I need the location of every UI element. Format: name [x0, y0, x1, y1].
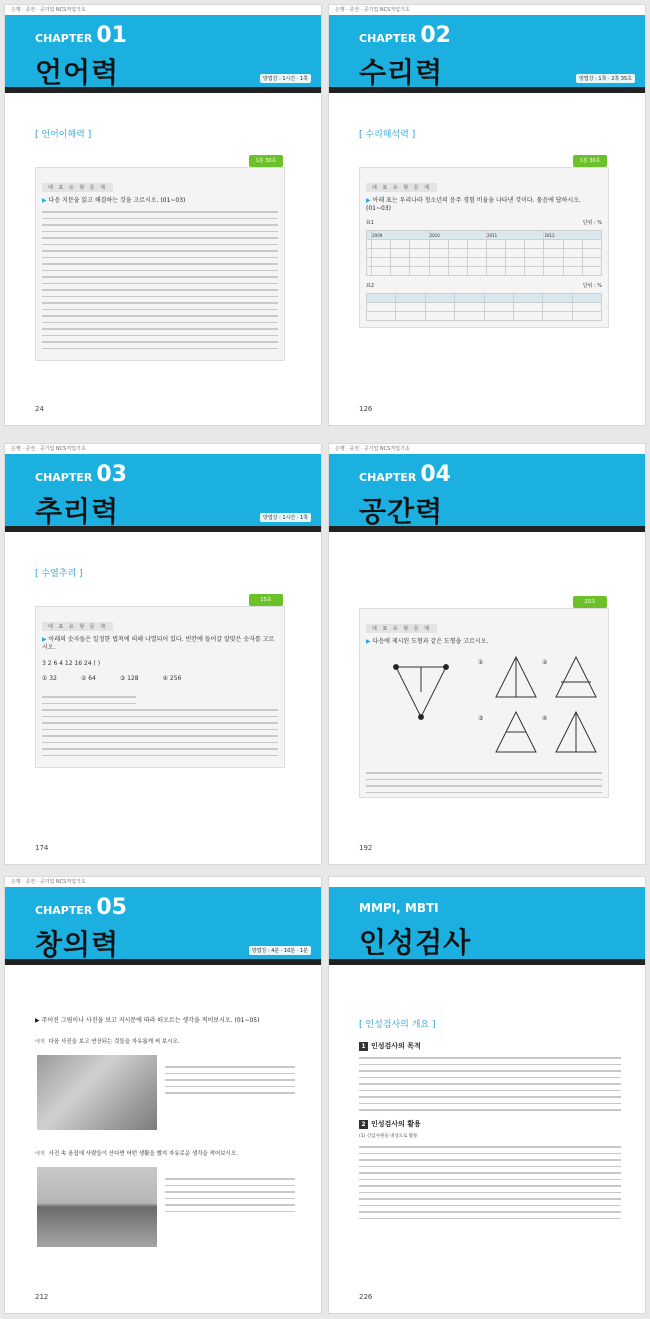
chapter-label: CHAPTER 05 — [35, 895, 127, 920]
time-badge: 방법강 : 1시간 · 1쪽 — [260, 74, 311, 83]
page-number: 192 — [359, 844, 373, 852]
question-box — [359, 167, 609, 328]
clock-badge: 1분 30초 — [249, 155, 283, 167]
spread-2 — [4, 443, 646, 865]
spread-1 — [4, 4, 646, 426]
paragraph-2 — [359, 1146, 621, 1219]
page-24 — [4, 4, 322, 426]
question-text: ▶ 다음 지문을 읽고 해결하는 것을 고르시오. (01~03) — [42, 197, 278, 205]
running-header: 은행 · 증권 · 공기업 NCS직업기초 — [5, 444, 321, 452]
solution-text — [42, 696, 278, 756]
section-heading: [ 수열추리 ] — [35, 569, 83, 579]
chapter-label: CHAPTER 01 — [35, 23, 127, 48]
page-number: 226 — [359, 1293, 373, 1301]
question-type-label: 대 표 유 형 문 제 — [366, 624, 437, 633]
question-text: ▶ 아래 표는 우리나라 청소년의 음주 경험 비율을 나타낸 것이다. 물음에 답하시오. (01~03) — [366, 197, 602, 213]
example-1-heading: 예제 다음 사진을 보고 연상되는 것들을 자유롭게 써 보시오. — [35, 1039, 180, 1045]
running-header: 은행 · 증권 · 공기업 NCS직업기초 — [5, 877, 321, 885]
page-226 — [328, 876, 646, 1314]
option-1[interactable]: ① — [478, 659, 484, 666]
shape-figures — [366, 652, 602, 762]
option-2[interactable]: ② 64 — [80, 675, 96, 682]
question-text: ▶ 다음에 제시된 도형과 같은 도형을 고르시오. — [366, 638, 602, 646]
running-header: 은행 · 증권 · 공기업 NCS직업기초 — [329, 5, 645, 13]
number-sequence: 3 2 6 4 12 16 24 ( ) — [42, 660, 101, 667]
chapter-title: 언어력 — [35, 56, 120, 89]
page-number: 24 — [35, 405, 44, 413]
clock-badge: 20초 — [573, 596, 607, 608]
question-type-label: 대 표 유 형 문 제 — [42, 183, 113, 192]
subheading-2: 2 인성검사의 활용 — [359, 1119, 621, 1129]
option-3[interactable]: ③ — [478, 715, 484, 722]
chapter-title: 수리력 — [359, 56, 444, 89]
question-text: ▶ 주어진 그림이나 사진을 보고 지시문에 따라 떠오르는 생각을 적어보시오. (01~05) — [35, 1017, 260, 1024]
clock-badge: 15초 — [249, 594, 283, 606]
hut-photo — [37, 1167, 157, 1247]
option-1[interactable]: ① 32 — [42, 675, 57, 682]
chapter-title: 추리력 — [35, 495, 120, 528]
passage-text — [42, 211, 278, 349]
option-4[interactable]: ④ 256 — [162, 675, 182, 682]
example-2-answer — [165, 1173, 295, 1217]
table2-caption: 표2 단위 : % — [366, 283, 602, 289]
section-body — [359, 1033, 621, 1224]
spread-3 — [4, 876, 646, 1314]
chapter-banner — [5, 15, 321, 93]
chapter-title: 인성검사 — [359, 926, 472, 959]
page-174 — [4, 443, 322, 865]
answer-options — [42, 675, 278, 682]
option-4[interactable]: ④ — [542, 715, 548, 722]
lotus-pod-photo — [37, 1055, 157, 1130]
page-number: 126 — [359, 405, 373, 413]
example-1-answer — [165, 1061, 295, 1099]
data-table-1: 2009 2010 2011 2012 — [366, 230, 602, 276]
table1-caption: 표1 단위 : % — [366, 220, 602, 226]
page-192 — [328, 443, 646, 865]
option-3[interactable]: ③ 128 — [119, 675, 139, 682]
time-badge: 방법강 : 1시간 · 1쪽 — [260, 513, 311, 522]
data-table-2 — [366, 293, 602, 321]
page-212 — [4, 876, 322, 1314]
chapter-title: 창의력 — [35, 928, 120, 961]
subheading-1: 1 인성검사의 목적 — [359, 1041, 621, 1051]
page-number: 174 — [35, 844, 49, 852]
clock-badge: 1분 30초 — [573, 155, 607, 167]
time-badge: 방법강 : 4분 · 10분 · 1분 — [249, 946, 311, 955]
question-box — [35, 606, 285, 768]
chapter-label: CHAPTER 04 — [359, 462, 451, 487]
page-number: 212 — [35, 1293, 49, 1301]
question-box — [359, 608, 609, 798]
chapter-banner — [5, 887, 321, 965]
example-2-heading: 예제 사진 속 움집에 사람들이 산다면 어떤 생활을 했지 자유로운 생각을 적어보시오. — [35, 1151, 238, 1157]
question-type-label: 대 표 유 형 문 제 — [42, 622, 113, 631]
running-header: 은행 · 증권 · 공기업 NCS직업기초 — [329, 444, 645, 452]
paragraph-1 — [359, 1057, 621, 1111]
question-text: ▶ 아래의 숫자들은 일정한 법칙에 의해 나열되어 있다. 빈칸에 들어갈 알맞은 숫자를 고르시오. — [42, 636, 278, 652]
solution-text — [366, 772, 602, 793]
chapter-banner — [329, 887, 645, 965]
chapter-banner — [5, 454, 321, 532]
chapter-banner — [329, 454, 645, 532]
chapter-label: CHAPTER 03 — [35, 462, 127, 487]
section-heading: [ 수리해석력 ] — [359, 130, 416, 140]
chapter-banner — [329, 15, 645, 93]
item-1: (1) 신입사원을 대상으로 활용 — [359, 1133, 418, 1139]
running-header: 은행 · 증권 · 공기업 NCS직업기초 — [5, 5, 321, 13]
question-box — [35, 167, 285, 361]
option-2[interactable]: ② — [542, 659, 548, 666]
chapter-label: CHAPTER 02 — [359, 23, 451, 48]
section-heading: [ 인성검사의 개요 ] — [359, 1020, 436, 1030]
question-type-label: 대 표 유 형 문 제 — [366, 183, 437, 192]
section-heading: [ 언어이해력 ] — [35, 130, 92, 140]
page-126 — [328, 4, 646, 426]
chapter-label: MMPI, MBTI — [359, 901, 439, 915]
time-badge: 방법강 : 1쪽 · 2쪽 35초 — [576, 74, 635, 83]
chapter-title: 공간력 — [359, 495, 444, 528]
